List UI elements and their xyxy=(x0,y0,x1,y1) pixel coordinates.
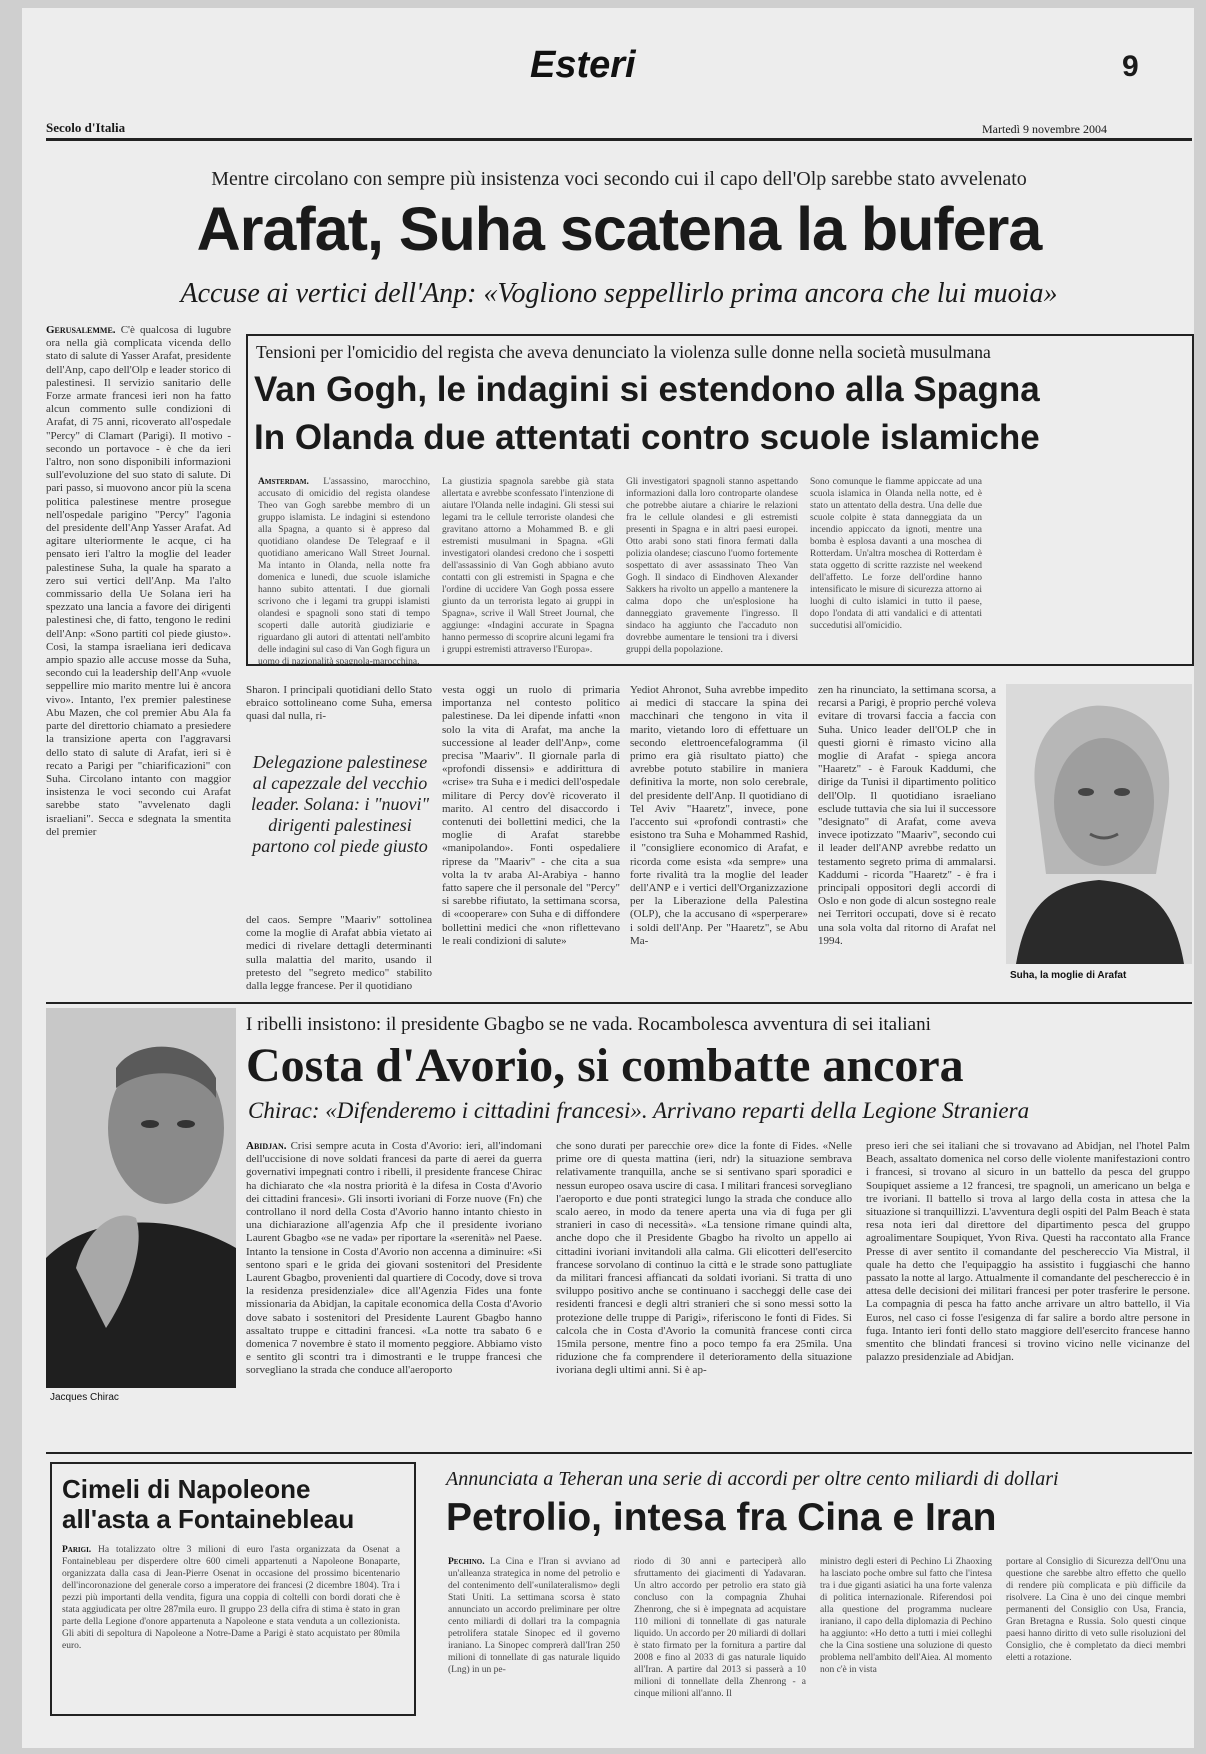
page-number: 9 xyxy=(1122,50,1139,83)
arafat-subhead: Accuse ai vertici dell'Anp: «Vogliono seppellirlo prima ancora che lui muoia» xyxy=(180,278,1058,309)
suha-photo xyxy=(1006,684,1192,964)
arafat-column-1: Gerusalemme. C'è qualcosa di lugubre ora nella già complicata vicenda dello stato di salute di Yasser Arafat, presidente dell'Anp, capo dell'Olp e leader storico di palestinesi. Il servizio sanitario delle Forze armate francesi ieri non ha fatto alcun commento sulle condizioni di Arafat, di 75 anni, ricoverato all'ospedale "Percy" di Clamart (Parigi). Il motivo - secondo un portavoce - è che da ieri l'altro, non sono disponibili informazioni sull'evoluzione del suo stato di salute. Di pari passo, si muovono ancor più la scena politica palestinese mentre prosegue nell'ospedale parigino "Percy" l'agonia del presidente dell'Anp Yasser Arafat. Ad agitare ulteriormente le acque, ci ha pensato ieri l'altro la moglie del leader palestinese Suha, la quale ha sparato a zero sui vertici dell'Anp. Ma l'alto commissario della Ue Solana ieri ha spezzato una lancia a favore dei dirigenti palestinesi che, di fatto, tengono le redini dell'Anp: «Sono partiti col piede giusto». Così, la stampa israeliana ieri dedicava ampio spazio alle accuse mosse da Suha, secondo cui la leadership dell'Anp «vuole seppellire mio marito mentre lui è ancora vivo». Intanto, l'ex premier palestinese Abu Mazen, che col premier Abu Ala fa parte del direttorio chiamato a presiedere la transizione aperta con l'aggravarsi dello stato di salute di Arafat, ieri si è recato a Parigi per "chiarificazioni" con Suha. Circolano intanto con maggior insistenza le voci secondo cui Arafat sarebbe stato "avvelenato dagli israeliani". Secca e sdegnata la smentita del premier xyxy=(46,324,232,838)
costa-subhead: Chirac: «Difenderemo i cittadini francesi». Arrivano reparti della Legione Straniera xyxy=(248,1098,1030,1123)
costa-column-2: che sono durati per parecchie ore» dice la fonte di Fides. «Nelle prime ore di questa mattina (ieri, ndr) la situazione sembrava relativamente tranquilla, anche se si sentivano spari sporadici e nessun europeo osava uscire di casa. I militari francesi sorvegliano l'aeroporto e due ponti strategici lungo la strada che conduce allo scalo aereo, in modo da tenere aperta una via di fuga per gli stranieri in caso di necessità». «La tensione rimane quindi alta, anche dopo che il Presidente Gbagbo ha rivolto un appello ai cittadini ivoriani invitandoli alla calma. Gli elicotteri dell'esercito francese sorvolano di continuo la città e le strade sono pattugliate da militari francesi affiancati da soldati ivoriani. Si tratta di uno sviluppo positivo anche se continuano i saccheggi delle case dei residenti francesi e degli altri stranieri che si sono messi sotto la protezione delle truppe di Parigi», riferiscono le fonti di Fides. Si calcola che in Costa d'Avorio la comunità francese conti circa 15mila persone, mentre fino a poco tempo fa era 25mila. Una riduzione che fa comprendere il deterioramento della situazione ivoriana degli ultimi anni. Si è ap- xyxy=(556,1140,852,1377)
arafat-column-5: zen ha rinunciato, la settimana scorsa, a recarsi a Parigi, è proprio perché voleva evitare di trovarsi faccia a faccia con Suha. Unico leader dell'OLP che in questi giorni è rimasto vicino alla moglie di Arafat - spiega ancora "Haaretz" - è Farouk Kaddumi, che dirige da Tunisi il dipartimento politico dell'Olp. Il quotidiano israeliano esclude tuttavia che sia lui il successore "designato" di Arafat, come aveva invece ipotizzato "Maariv", secondo cui il leader dell'ANP avrebbe redatto un testamento segreto prima di ammalarsi. Kaddumi - ricorda "Haaretz" - è fra i principali oppositori degli accordi di Oslo e non gode di alcun sostegno reale nei Territori occupati, dove si è recato una sola volta dal ritorno di Arafat nel 1994. xyxy=(818,684,996,947)
suha-photo-caption: Suha, la moglie di Arafat xyxy=(1010,970,1127,981)
masthead: Secolo d'Italia xyxy=(46,120,126,135)
arafat-column-3: vesta oggi un ruolo di primaria importanza nel contesto politico palestinese. Da lei dipende infatti «non solo la vita di Arafat, ma anche la successione al leader dell'Anp», come precisa "Maariv". Il giornale parla di «profondi dissensi» e addirittura di «crise» tra Suha e i medici dell'ospedale militare di Percy dov'è ricoverato il marito. Al centro del disaccordo i contenuti dei bollettini medici, che la moglie di Arafat starebbe «manipolando». Fonti ospedaliere riprese da "Maariv" - che cita a sua volta la tv araba Al-Arabiya - hanno fatto sapere che il personale del "Percy" si sarebbe rifiutato, la settimana scorsa, di «cooperare» con Suha e di diffondere bollettini medici che «non riflettevano le reali condizioni di salute» xyxy=(442,684,620,947)
petrolio-kicker: Annunciata a Teheran una serie di accordi per oltre cento miliardi di dollari xyxy=(446,1468,1059,1490)
vangogh-column-1: Amsterdam. L'assassino, marocchino, accusato di omicidio del regista olandese Theo van Gogh sarebbe membro di un gruppo islamista. Le indagini si estendono alla Spagna, a quanto si è appreso dal quotidiano olandese De Telegraaf e il quotidiano americano Wall Street Journal. Ma intanto in Olanda, nella notte fra domenica e lunedì, due scuole islamiche hanno subito attentati. I due giornali scrivono che i legami tra gruppi islamisti olandesi e spagnoli sono stati di tempo scoperti dalle autorità giudiziarie e riguardano gli autori di attentati nell'ambito delle indagini sul caso di Van Gogh figura un uomo di nazionalità spagnola-marocchina. xyxy=(258,477,431,667)
vangogh-headline-2: In Olanda due attentati contro scuole islamiche xyxy=(254,418,1040,457)
section-rule-1 xyxy=(46,1002,1192,1004)
petrolio-column-2: riodo di 30 anni e parteciperà allo sfruttamento dei giacimenti di Yadavaran. Un altro accordo per petrolio era stato già concluso con la compagnia Zhuhai Zhenrong, che si è impegnata ad acquistare 110 milioni di tonnellate di gas naturale liquido. Un accordo per 20 miliardi di dollari è stato firmato per la fornitura a partire dal 2008 e fino al 2033 di gas naturale liquido all'Iran. A partire dal 2013 si passerà a 10 milioni di tonnellate della Zhenrong - a cinque milioni all'anno. Il xyxy=(634,1557,806,1699)
chirac-photo xyxy=(46,1008,236,1388)
pull-quote: Delegazione palestinese al capezzale del vecchio leader. Solana: i "nuovi" dirigenti palestinesi partono col piede giusto xyxy=(250,752,430,856)
costa-headline: Costa d'Avorio, si combatte ancora xyxy=(246,1039,964,1092)
arafat-kicker: Mentre circolano con sempre più insistenza voci secondo cui il capo dell'Olp sarebbe stato avvelenato xyxy=(211,168,1027,190)
napoleone-body: Parigi. Ha totalizzato oltre 3 milioni di euro l'asta organizzata da Osenat a Fontainebleau per disperdere oltre 600 cimeli appartenuti a Napoleone Bonaparte, organizzata dalla casa di Jean-Pierre Osenat in occasione del prossimo bicentenario dell'incoronazione del generale corso a imperatore dei francesi (2 dicembre 1804). Tra i pezzi più importanti della vendita, figura una coppia di coltelli con bordi dorati che è stata aggiudicata per oltre 287mila euro. Il gruppo 23 della cifra di stima è stato in gran parte della Legione d'onore appartenuta a Napoleone e stata venduta a un collezionista. Gli abiti di sepoltura di Napoleone a Notre-Dame a Parigi è stato acquistato per 80mila euro. xyxy=(62,1545,401,1651)
arafat-headline: Arafat, Suha scatena la bufera xyxy=(196,195,1042,263)
petrolio-column-1: Pechino. La Cina e l'Iran si avviano ad un'alleanza strategica in nome del petrolio e del contenimento dell'«unilateralismo» degli Stati Uniti. La settimana scorsa è stato annunciato un accordo preliminare per oltre cento miliardi di dollari tra la compagnia petrolifera statale Sinopec ed il governo iraniano. La Sinopec comprerà dall'Iran 250 milioni di tonnellate di gas naturale liquido (Lng) in un pe- xyxy=(448,1557,621,1675)
vangogh-column-3: Gli investigatori spagnoli stanno aspettando informazioni dalla loro controparte olandese che potrebbe aiutare a chiarire le relazioni fra le cellule olandesi e gli estremisti presenti in Spagna e in altri paesi europei. Otto arabi sono stati finora fermati dalla polizia olandese; ciascuno l'uomo fortemente sospettato di aver assassinato Theo Van Gogh. Il sindaco di Eindhoven Alexander Sakkers ha rivolto un appello a mantenere la calma dopo che un'esplosione ha danneggiato gravemente l'ingresso. Il sindaco ha aggiunto che l'accaduto non dovrebbe aumentare le tensioni tra i diversi gruppi della popolazione. xyxy=(626,477,798,655)
chirac-portrait xyxy=(46,1008,236,1388)
suha-portrait xyxy=(1006,684,1192,964)
arafat-column-2: Sharon. I principali quotidiani dello Stato ebraico sottolineano come Suha, emersa quasi dal nulla, ri- xyxy=(246,684,432,723)
costa-column-3: preso ieri che sei italiani che si trovavano ad Abidjan, nel l'hotel Palm Beach, assaltato domenica nel corso delle violente manifestazioni contro i francesi, si trovano al sicuro in un battello da pesca del gruppo Soupiquet assieme a 12 francesi, tre spagnoli, un americano un belga e tre ivoriani. Il battello si trova al largo della costa in attesa che la situazione si tranquillizzi. L'avventura degli ospiti del Palm Beach è stata resa nota ieri dal direttore del dipartimento pesca del gruppo agroalimentare Soupiquet, Yvon Riva. Questi ha raccontato alla France Presse di aver sentito il comandante del peschereccio Via Mistral, il quale ha detto che l'equipaggio ha assistito i fuggiaschi che hanno passato la notte al largo. Attualmente il comandante del peschereccio è in attesa delle decisioni dei militari francesi per poter trasferire le persone. La compagnia di pesca ha fatto anche arrivare un altro battello, il Via Euros, nel caso ci fosse l'esigenza di far salire a bordo altre persone in fuga. Intanto ieri fonti dello stato maggiore dell'esercito francese hanno smentito che blindati francesi si trovino vicino nelle vicinanze del palazzo presidenziale ad Abidjan. xyxy=(866,1140,1190,1364)
vangogh-column-2: La giustizia spagnola sarebbe già stata allertata e avrebbe sconfessato l'intenzione di aiutare l'Olanda nelle indagini. Gli stessi sui legami tra le cellule terroriste olandesi che gravitano attorno a Mohammed B. e gli estremisti musulmani in Spagna. «Gli investigatori olandesi credono che i sospetti dell'assassinio di Van Gogh abbiano avuto contatti con gli estremisti in Spagna e che l'ordine di uccidere Van Gogh possa essere giunto da un terrorista legato ai gruppi in Spagna», scrive il Wall Street Journal, che aggiunge: «Indagini accurate in Spagna hanno permesso di scoprire alcuni legami fra i gruppi estremisti attraverso l'Europa». xyxy=(442,477,614,655)
petrolio-column-3: ministro degli esteri di Pechino Li Zhaoxing ha lasciato poche ombre sul fatto che l'intesa tra i due giganti asiatici ha una forte valenza di politica internazionale. Riferendosi poi alla questione del programma nucleare iraniano, il capo della diplomazia di Pechino ha aggiunto: «Ho detto a tutti i miei colleghi che la Cina sostiene una soluzione di questo problema nell'ambito dell'Aiea. Al momento non c'è in vista xyxy=(820,1557,992,1675)
petrolio-column-4: portare al Consiglio di Sicurezza dell'Onu una questione che sarebbe altro effetto che quello di rendere più complicata e più difficile da risolvere. La Cina è uno dei cinque membri permanenti del Consiglio con Usa, Francia, Gran Bretagna e Russia. Solo questi cinque paesi hanno diritto di veto sulle risoluzioni del Consiglio, che è completato da dieci membri eletti a rotazione. xyxy=(1006,1557,1186,1663)
newspaper-page xyxy=(22,8,1194,1748)
vangogh-column-4: Sono comunque le fiamme appiccate ad una scuola islamica in Olanda nella notte, ed è stato un attentato della destra. Una delle due scuole colpite è stata danneggiata da un incendio appiccato da ignoti, mentre una bomba è esplosa davanti a una moschea di Rotterdam. Un'altra moschea di Rotterdam è stata oggetto di scritte razziste nel weekend dell'affetto. Le forze dell'ordine hanno intensificato le misure di sicurezza attorno ai luoghi di culto islamici in tutto il paese, dopo l'ondata di atti vandalici e di attentati succedutisi all'omicidio. xyxy=(810,477,982,631)
header-rule xyxy=(46,138,1192,141)
vangogh-headline-1: Van Gogh, le indagini si estendono alla Spagna xyxy=(254,370,1040,409)
vangogh-kicker: Tensioni per l'omicidio del regista che aveva denunciato la violenza sulle donne nella società musulmana xyxy=(256,342,991,362)
issue-date: Martedì 9 novembre 2004 xyxy=(982,122,1107,136)
costa-kicker: I ribelli insistono: il presidente Gbagbo se ne vada. Rocambolesca avventura di sei italiani xyxy=(246,1014,931,1035)
section-title: Esteri xyxy=(530,44,636,86)
arafat-column-2b: del caos. Sempre "Maariv" sottolinea come la moglie di Arafat abbia vietato ai medici di rivelare dettagli determinanti sulla malattia del marito, usando il pretesto del "segreto medico" stabilito dalla legge francese. Per il quotidiano xyxy=(246,914,432,993)
costa-column-1: Abidjan. Crisi sempre acuta in Costa d'Avorio: ieri, all'indomani dell'uccisione di nove soldati francesi da parte di aerei da guerra governativi impegnati contro i ribelli, il presidente francese Chirac ha dichiarato che «la nostra priorità è la difesa in Costa d'Avorio dei cittadini francesi». Gli insorti ivoriani di Forze nuove (Fn) che controllano il nord della Costa d'Avorio hanno intanto chiesto in una dichiarazione all'agenzia Afp che il presidente ivoriano Laurent Gbagbo «se ne vada» per riportare la «serenità» nel Paese. Intanto la tensione in Costa d'Avorio non accenna a diminuire: «Si sentono spari e le grida dei giovani sostenitori del Presidente Laurent Gbagbo, provenienti dal quartiere di Cocody, dove si trova la residenza presidenziale» dice all'Agenzia Fides una fonte missionaria da Abidjan, la capitale economica della Costa d'Avorio dove sabato i sostenitori del Presidente Laurent Gbagbo hanno assaltato truppe e cittadini francesi. «La notte tra sabato 6 e domenica 7 novembre è stato il momento peggiore. Abbiamo visto e sentito gli scontri tra i dimostranti e le truppe francesi che sorvegliano la strada che conduce all'aeroporto xyxy=(246,1140,542,1377)
chirac-photo-caption: Jacques Chirac xyxy=(50,1392,119,1403)
section-rule-2 xyxy=(46,1452,1192,1454)
napoleone-headline: Cimeli di Napoleone all'asta a Fontainebleau xyxy=(62,1474,355,1534)
petrolio-headline: Petrolio, intesa fra Cina e Iran xyxy=(446,1496,997,1539)
arafat-column-4: Yediot Ahronot, Suha avrebbe impedito ai medici di staccare la spina dei macchinari che tengono in vita il marito, vietando loro di effettuare un secondo elettroencefalogramma (il primo era già risultato piatto) che avrebbe potuto stabilire in maniera definitiva la morte, non solo cerebrale, del presidente dell'Anp. Il quotidiano di Tel Aviv "Haaretz", invece, pone l'accento sui «profondi contrasti» che esistono tra Suha e Mohammed Rashid, il "consigliere economico di Arafat, e ricorda come esista «da sempre» una forte rivalità tra la moglie del leader dell'ANP e i vertici dell'Organizzazione per la Liberazione della Palestina (OLP), che la accusano di «sperperare» i soldi dell'Anp. Per "Haaretz", se Abu Ma- xyxy=(630,684,808,947)
